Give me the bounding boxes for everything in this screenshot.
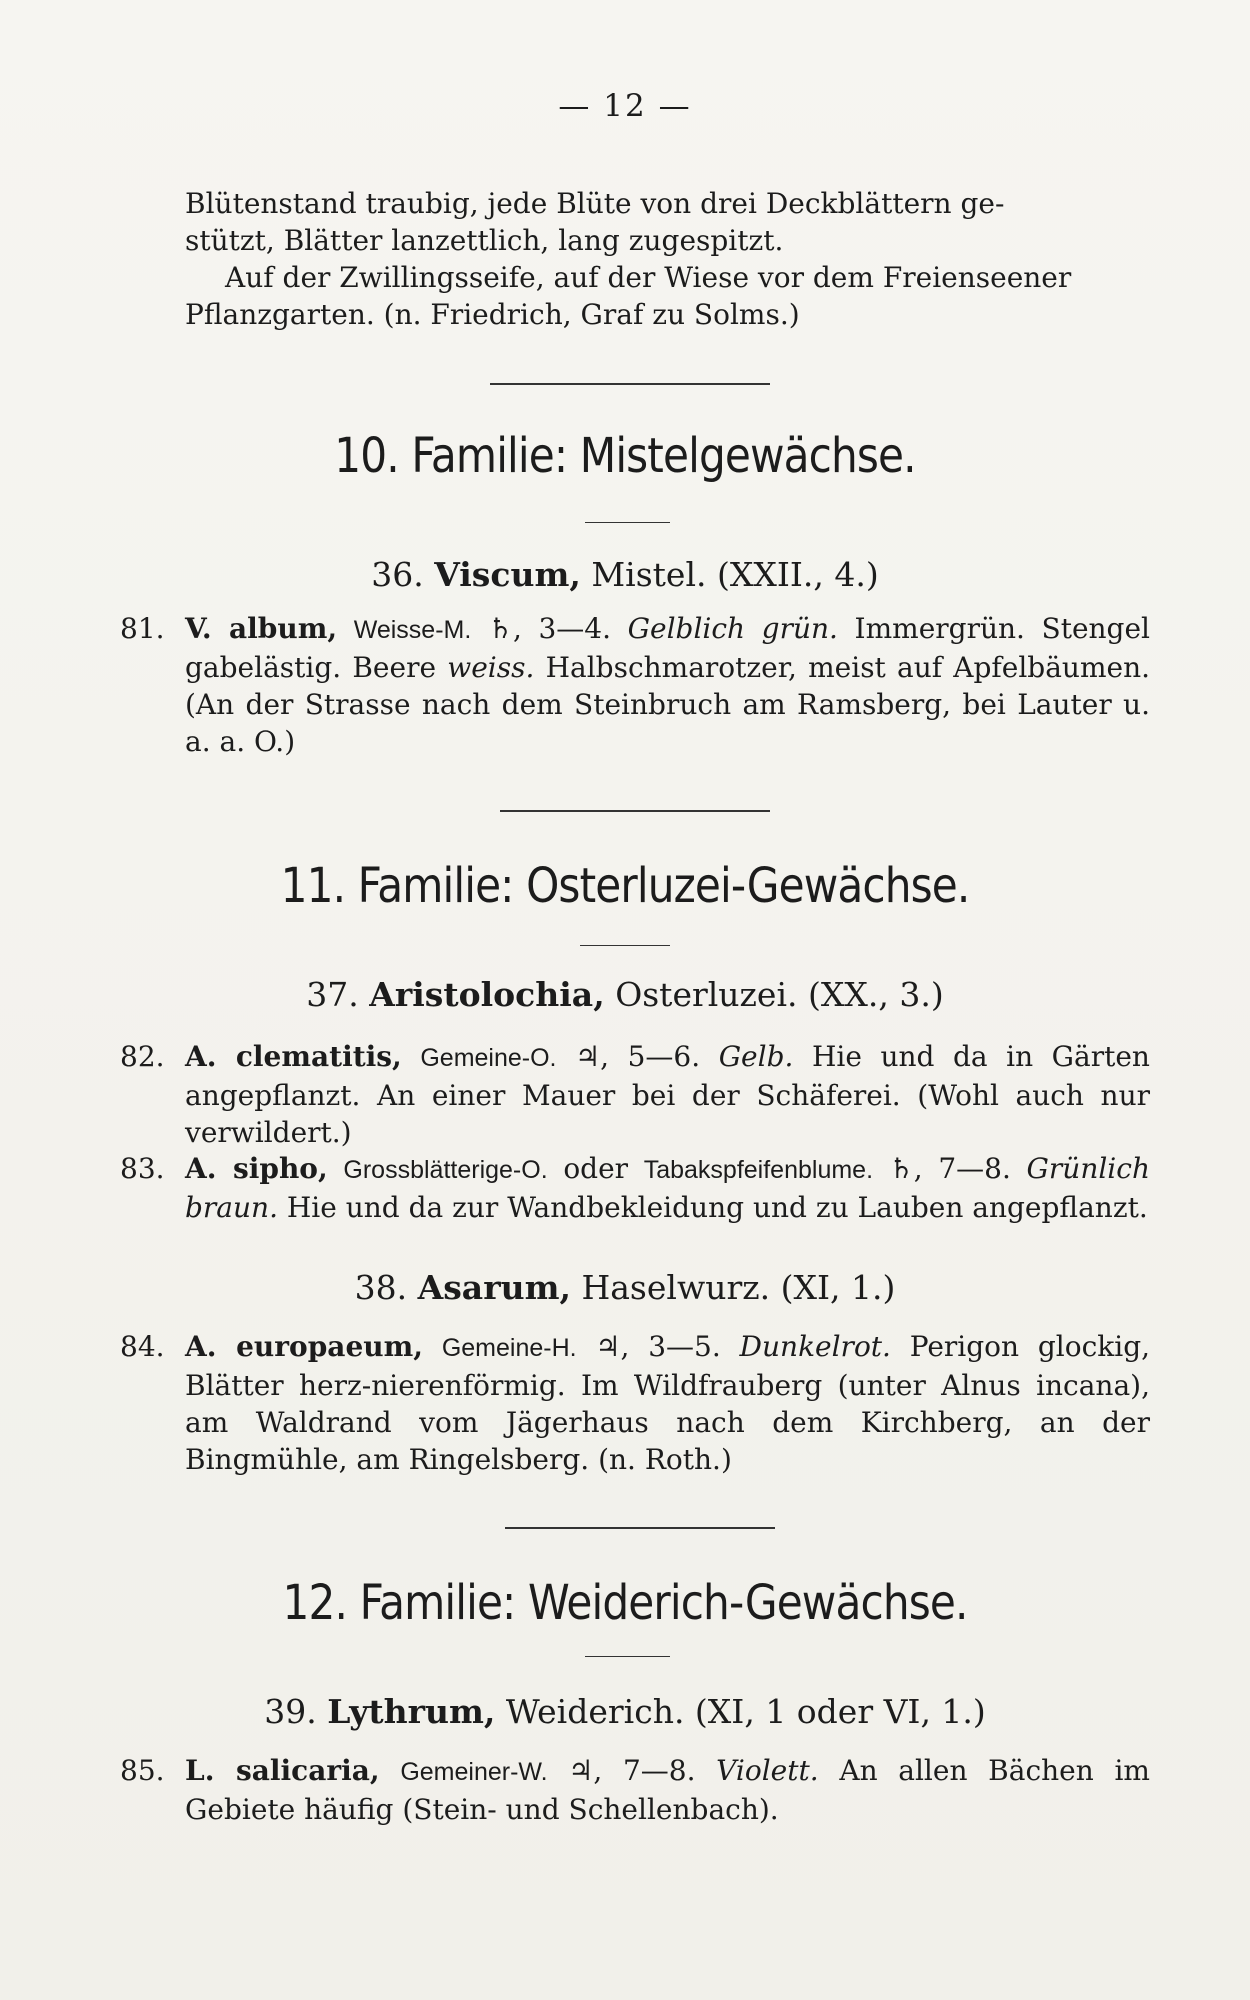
intro-line: stützt, Blätter lanzettlich, lang zugespitzt. [185,224,784,257]
common-name: Grossblätterige-O. [343,1156,548,1184]
common-name: Weisse-M. [353,616,472,644]
entry-data: ♃, 3—5. [595,1330,721,1363]
entry-text: An allen Bächen im Gebiete häufig (Stein- und Schellenbach). [185,1754,1150,1826]
entry-text: Immergrün. Stengel gabelästig. Beere [185,612,1150,684]
genus-detail: Osterluzei. (XX., 3.) [615,975,944,1014]
species-entry [120,1150,1150,1226]
flower-color: Dunkelrot. [739,1330,891,1363]
species-name: L. salicaria, [185,1754,380,1787]
heading-rule [580,945,670,946]
entry-data: ♄, 7—8. [888,1152,1011,1185]
entry-text: Hie und da in Gärten angepflanzt. An einer Mauer bei der Schäferei. (Wohl auch nur verwildert.) [185,1040,1150,1149]
entry-data: ♃, 7—8. [568,1754,696,1787]
intro-line: Auf der Zwillingsseife, auf der Wiese vor dem Freienseener [225,261,1072,294]
genus-number: 37. [306,975,359,1014]
intro-paragraph [185,185,1150,333]
heading-rule [585,1656,670,1657]
section-divider [505,1527,775,1529]
genus-number: 39. [264,1692,317,1731]
entry-number: 83. [120,1152,165,1185]
intro-line: Blütenstand traubig, jede Blüte von drei Deckblättern ge- [185,187,1005,220]
flower-color: Gelb. [718,1040,794,1073]
genus-heading [0,555,1250,594]
section-divider [500,810,770,812]
genus-name: Aristolochia, [369,975,605,1014]
entry-number: 84. [120,1330,165,1363]
entry-text: Hie und da zur Wandbekleidung und zu Lauben angepflanzt. [286,1191,1148,1224]
common-name: Gemeine-O. [420,1044,557,1072]
species-name: A. europaeum, [185,1330,423,1363]
flower-color: Gelblich grün. [627,612,838,645]
species-entry [120,1328,1150,1478]
flower-color: Violett. [716,1754,819,1787]
entry-data: ♃, 5—6. [575,1040,701,1073]
page-number: — 12 — [558,88,692,124]
flower-color: Grünlich braun. [185,1152,1150,1224]
entry-number: 81. [120,612,165,645]
species-name: V. album, [185,612,338,645]
common-name-alt: Tabakspfeifenblume. [643,1156,874,1184]
genus-name: Asarum, [417,1268,571,1307]
genus-heading [0,1692,1250,1731]
heading-rule [585,522,670,523]
entry-text: Halbschmarotzer, meist auf Apfelbäumen. (An der Strasse nach dem Steinbruch am Ramsberg, bei Lauter u. a. a. O.) [185,651,1151,758]
entry-text: oder [563,1152,629,1185]
entry-number: 82. [120,1040,165,1073]
family-heading: 10. Familie: Mistelgewächse. [334,428,916,484]
genus-detail: Haselwurz. (XI, 1.) [581,1268,896,1307]
intro-line: Pflanzgarten. (n. Friedrich, Graf zu Solms.) [185,298,800,331]
common-name: Gemeiner-W. [400,1758,548,1786]
species-entry [120,1038,1150,1151]
genus-number: 38. [354,1268,408,1307]
section-divider [490,383,770,385]
genus-heading [0,975,1250,1014]
genus-detail: Weiderich. (XI, 1 oder VI, 1.) [505,1692,986,1731]
berry-color: weiss. [447,651,535,684]
genus-name: Viscum, [434,555,581,594]
genus-detail: Mistel. (XXII., 4.) [591,555,879,594]
entry-number: 85. [120,1754,165,1787]
entry-text: Perigon glockig, Blätter herz-nierenförmig. Im Wildfrauberg (unter Alnus incana), am Waldrand vom Jägerhaus nach dem Kirchberg, an der Bingmühle, am Ringelsberg. (n. Roth.) [185,1330,1151,1476]
species-name: A. sipho, [185,1152,328,1185]
species-entry [120,1752,1150,1828]
species-entry [120,610,1150,760]
genus-heading [0,1268,1250,1307]
entry-data: ♄, 3—4. [487,612,612,645]
common-name: Gemeine-H. [441,1334,577,1362]
family-heading: 11. Familie: Osterluzei-Gewächse. [280,858,970,914]
family-heading: 12. Familie: Weiderich-Gewächse. [282,1575,968,1631]
species-name: A. clematitis, [185,1040,402,1073]
genus-name: Lythrum, [327,1692,496,1731]
genus-number: 36. [371,555,424,594]
